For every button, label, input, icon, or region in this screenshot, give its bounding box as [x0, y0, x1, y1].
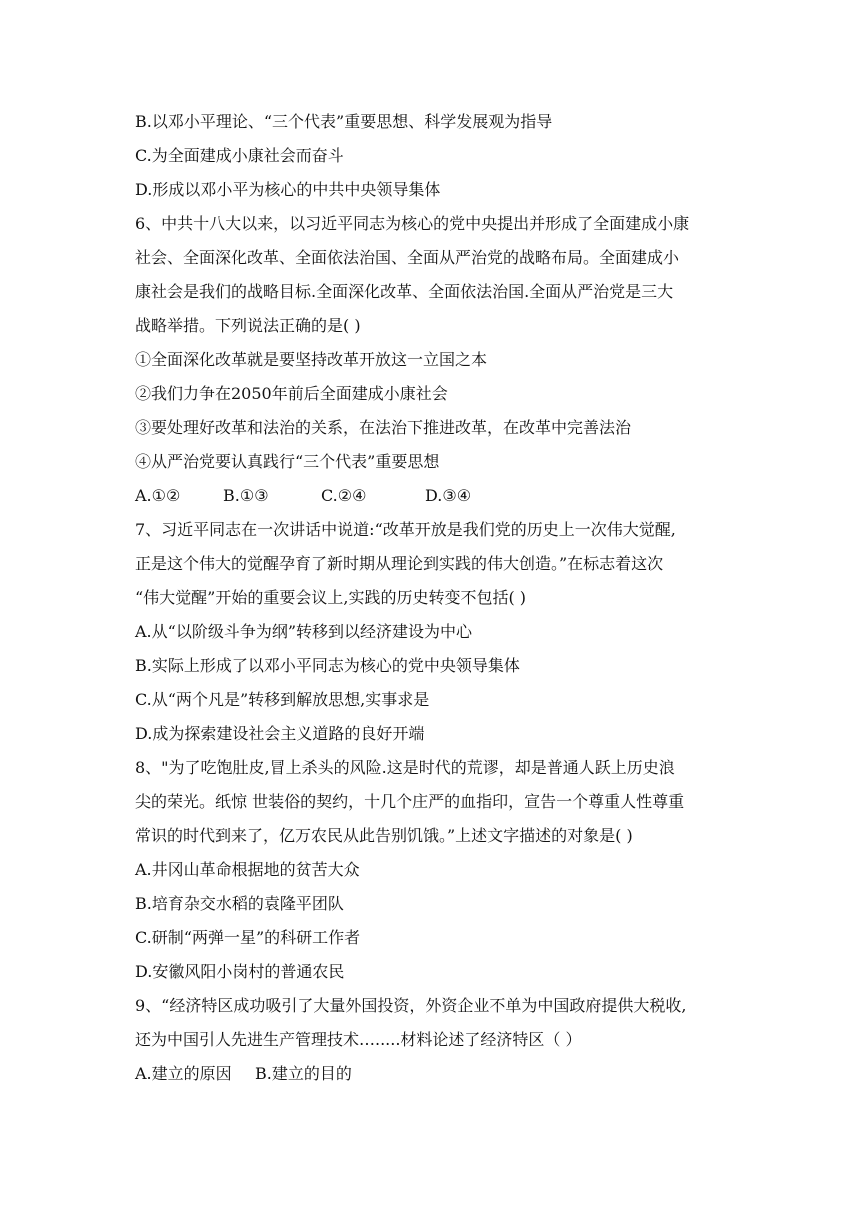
question-6-stem-line: 战略举措。下列说法正确的是( ) [135, 316, 361, 335]
question-6-item-3: ③要处理好改革和法治的关系，在法治下推进改革，在改革中完善法治 [135, 418, 632, 437]
question-8 [135, 751, 735, 989]
question-6-item-4: ④从严治党要认真践行“三个代表”重要思想 [135, 452, 440, 471]
q5-option-d: D.形成以邓小平为核心的中共中央领导集体 [135, 180, 441, 199]
question-6-item-1: ①全面深化改革就是要坚持改革开放这一立国之本 [135, 350, 488, 369]
question-7 [135, 513, 735, 751]
question-8-option-a: A.井冈山革命根据地的贫苦大众 [135, 860, 360, 879]
question-7-stem-line: 正是这个伟大的觉醒孕育了新时期从理论到实践的伟大创造。”在标志着这次 [135, 554, 664, 573]
question-9-option-b: B.建立的目的 [255, 1064, 352, 1083]
question-7-option-c: C.从“两个凡是”转移到解放思想,实事求是 [135, 690, 430, 709]
question-8-stem-line: 尖的荣光。纸惊 世装俗的契约，十几个庄严的血指印，宣告一个尊重人性尊重 [135, 792, 685, 811]
question-9 [135, 989, 735, 1091]
question-7-option-a: A.从“以阶级斗争为纲”转移到以经济建设为中心 [135, 622, 473, 641]
question-8-stem-line: 常识的时代到来了，亿万农民从此告别饥饿。”上述文字描述的对象是( ) [135, 826, 633, 845]
question-9-stem-line: 还为中国引人先进生产管理技术….....材料论述了经济特区（ ） [135, 1030, 582, 1049]
question-8-option-b: B.培育杂交水稻的袁隆平团队 [135, 894, 344, 913]
question-6-stem-line: 6、中共十八大以来，以习近平同志为核心的党中央提出并形成了全面建成小康 [135, 214, 690, 233]
question-8-stem-line: 8、"为了吃饱肚皮,冒上杀头的风险.这是时代的荒谬，却是普通人跃上历史浪 [135, 758, 675, 777]
question-7-stem-line: “伟大觉醒”开始的重要会议上,实践的历史转变不包括( ) [135, 588, 527, 607]
question-6-item-2: ②我们力争在2050年前后全面建成小康社会 [135, 384, 448, 403]
q5-option-b: B.以邓小平理论、“三个代表”重要思想、科学发展观为指导 [135, 112, 553, 131]
question-9-options [135, 1057, 735, 1091]
question-7-option-b: B.实际上形成了以邓小平同志为核心的党中央领导集体 [135, 656, 520, 675]
question-6 [135, 207, 735, 513]
question-7-option-d: D.成为探索建设社会主义道路的良好开端 [135, 724, 425, 743]
document-body [135, 105, 735, 1091]
question-6-option-c: C.②④ [321, 486, 367, 505]
question-7-stem-line: 7、习近平同志在一次讲话中说道:“改革开放是我们党的历史上一次伟大觉醒, [135, 520, 676, 539]
question-9-stem-line: 9、“经济特区成功吸引了大量外国投资，外资企业不单为中国政府提供大税收, [135, 996, 687, 1015]
question-6-stem-line: 康社会是我们的战略目标.全面深化改革、全面依法治国.全面从严治党是三大 [135, 282, 674, 301]
question-6-option-a: A.①② [135, 486, 181, 505]
question-6-option-d: D.③④ [425, 486, 472, 505]
q5-option-c: C.为全面建成小康社会而奋斗 [135, 146, 344, 165]
question-9-option-a: A.建立的原因 [135, 1064, 232, 1083]
question-8-option-c: C.研制“两弹一星”的科研工作者 [135, 928, 361, 947]
question-8-option-d: D.安徽风阳小岗村的普通农民 [135, 962, 345, 981]
question-6-stem-line: 社会、全面深化改革、全面依法治国、全面从严治党的战略布局。全面建成小 [135, 248, 680, 267]
question-6-options [135, 479, 735, 513]
question-6-option-b: B.①③ [223, 486, 269, 505]
